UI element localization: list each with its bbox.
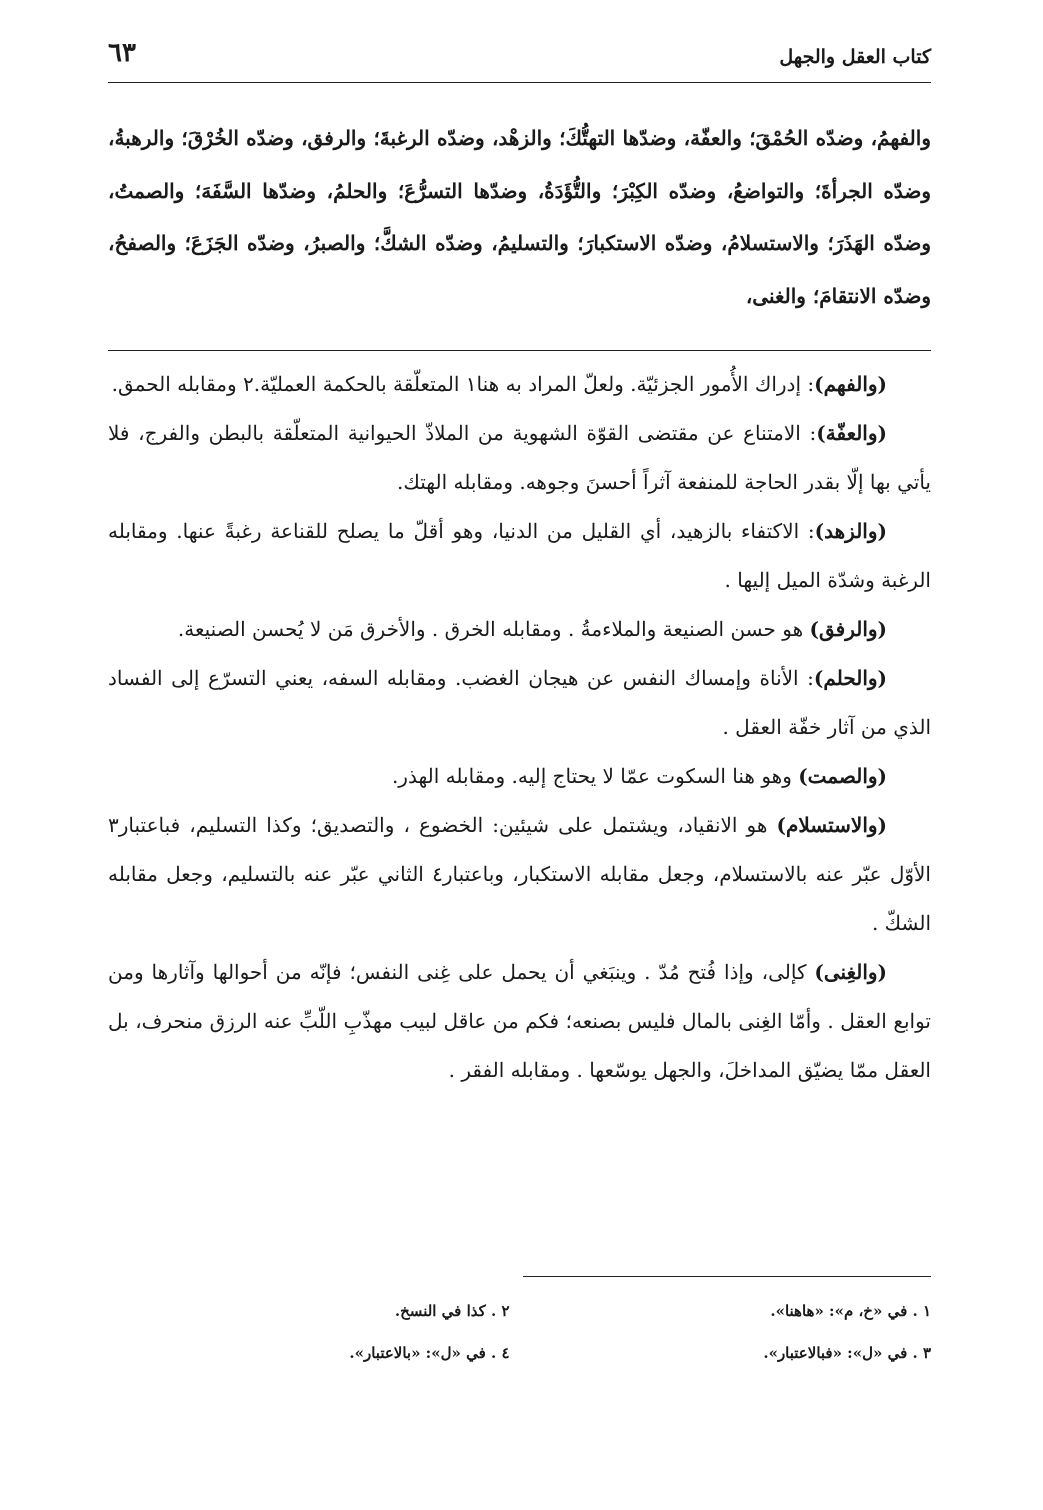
commentary-text: : الأناة وإمساك النفس عن هيجان الغضب. ومقابله السفه، يعني التسرّع إلى الفساد الذي من آثار خفّة العقل . — [108, 666, 931, 739]
footnote: ٢ . كذا في النسخ. — [394, 1302, 510, 1320]
commentary-paragraph — [108, 752, 931, 801]
footnote-row — [108, 1332, 931, 1374]
page-number: ٦٣ — [108, 38, 136, 68]
footnote-row — [108, 1290, 931, 1332]
commentary-text: : إدراك الأُمور الجزئيّة. ولعلّ المراد به هنا١ المتعلّقة بالحكمة العمليّة.٢ ومقابله الحمق. — [111, 372, 815, 396]
commentary-paragraph — [108, 801, 931, 948]
commentary — [108, 360, 931, 1095]
commentary-term: (والزهد) — [814, 519, 887, 543]
commentary-term: (والغِنى) — [814, 960, 887, 984]
commentary-term: (والفهم) — [814, 372, 887, 396]
commentary-text: : الامتناع عن مقتضى القوّة الشهوية من الملاذّ الحيوانية المتعلّقة بالبطن والفرج، فلا يأتي بها إلّا بقدر الحاجة للمنفعة آثراً أحسنَ وجوهه. ومقابله الهتك. — [108, 421, 931, 494]
commentary-paragraph — [108, 360, 931, 409]
footnotes — [108, 1290, 931, 1374]
commentary-term: (والحلم) — [813, 666, 887, 690]
commentary-text: هو حسن الصنيعة والملاءمةُ . ومقابله الخرق . والأخرق مَن لا يُحسن الصنيعة. — [177, 617, 810, 641]
commentary-paragraph — [108, 409, 931, 507]
commentary-text: وهو هنا السكوت عمّا لا يحتاج إليه. ومقابله الهذر. — [391, 764, 799, 788]
page-header — [108, 30, 931, 82]
footnote: ٤ . في «ل»: «بالاعتبار». — [349, 1344, 510, 1362]
hadith-text: والفهمُ، وضدّه الحُمْقَ؛ والعفّة، وضدّها التهتُّكَ؛ والزهْد، وضدّه الرغبةَ؛ والرفق، وضدّه الخُرْقَ؛ والرهبةُ، وضدّه الجرأةَ؛ والتواضعُ، وضدّه الكِبْرَ؛ والتُّؤَدَةُ، وضدّها التسرُّعَ؛ والحلمُ، وضدّها السَّفَهَ؛ والصمتُ، وضدّه الهَذَرَ؛ والاستسلامُ، وضدّه الاستكبارَ؛ والتسليمُ، وضدّه الشكَّ؛ والصبرُ، وضدّه الجَزَعَ؛ والصفحُ، وضدّه الانتقامَ؛ والغنى، — [108, 126, 931, 308]
running-title: كتاب العقل والجهل — [779, 46, 931, 68]
commentary-term: (والاستسلام) — [776, 813, 887, 837]
footnote: ٣ . في «ل»: «فبالاعتبار». — [763, 1344, 931, 1362]
commentary-term: (والعفّة) — [816, 421, 887, 445]
commentary-term: (والصمت) — [798, 764, 887, 788]
commentary-term: (والرفق) — [809, 617, 887, 641]
commentary-text: : الاكتفاء بالزهيد، أي القليل من الدنيا، وهو أقلّ ما يصلح للقناعة رغبةً عنها. ومقابله الرغبة وشدّة الميل إليها . — [108, 519, 931, 592]
header-rule — [108, 82, 931, 83]
commentary-divider — [108, 350, 931, 351]
commentary-paragraph — [108, 948, 931, 1095]
commentary-text: هو الانقياد، ويشتمل على شيئين: الخضوع ، والتصديق؛ وكذا التسليم، فباعتبار٣ الأوّل عبّر عنه بالاستسلام، وجعل مقابله الاستكبار، وباعتبار٤ الثاني عبّر عنه بالتسليم، وجعل مقابله الشكّ . — [108, 813, 931, 935]
footnote-divider — [523, 1276, 931, 1277]
commentary-paragraph — [108, 605, 931, 654]
commentary-paragraph — [108, 507, 931, 605]
footnote: ١ . في «خ، م»: «هاهنا». — [770, 1302, 931, 1320]
commentary-text: كإلى، وإذا فُتح مُدّ . وينبَغي أن يحمل على غِنى النفس؛ فإنّه من أحوالها وآثارها ومن توابع العقل . وأمّا الغِنى بالمال فليس بصنعه؛ فكم من عاقل لبيب مهذّبِ اللّبِّ عنه الرزق منحرف، بل العقل ممّا يضيّق المداخلَ، والجهل يوسّعها . ومقابله الفقر . — [108, 960, 931, 1082]
commentary-paragraph — [108, 654, 931, 752]
